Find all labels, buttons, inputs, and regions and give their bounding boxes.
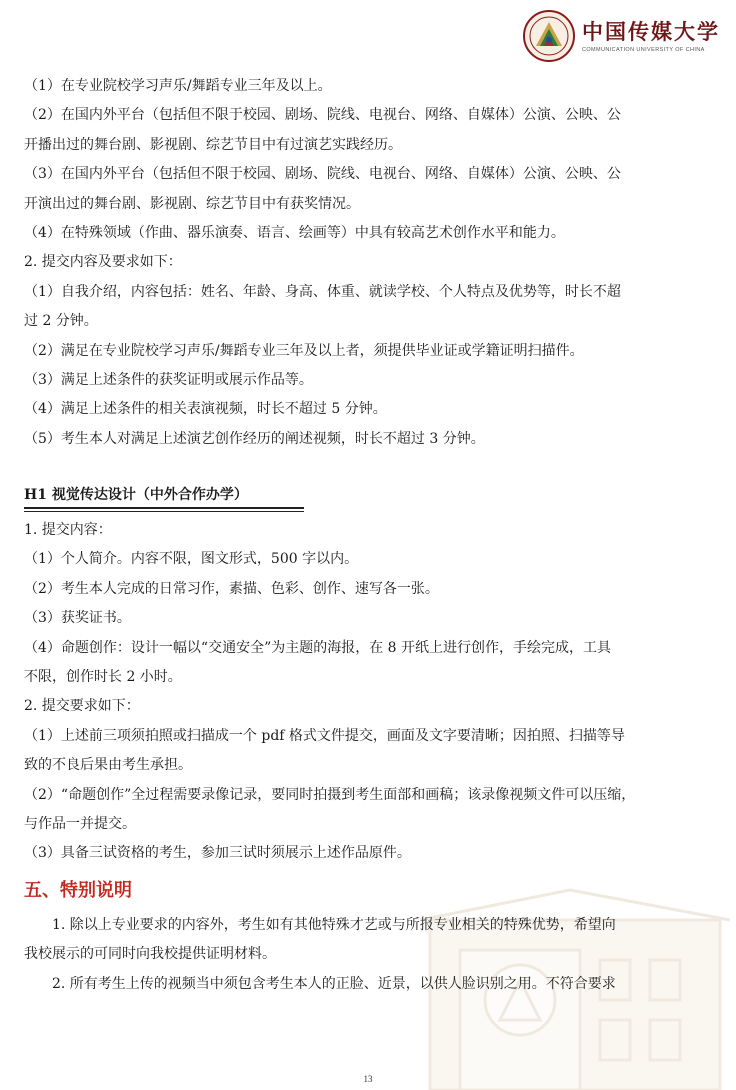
text-line: （2）在国内外平台（包括但不限于校园、剧场、院线、电视台、网络、自媒体）公演、公映、公 [24,107,621,124]
special-notes-section [24,871,712,999]
text-line: （3）满足上述条件的获奖证明或展示作品等。 [24,371,313,388]
performance-requirements-block [24,72,712,454]
text-line: 2. 提交要求如下： [24,698,140,715]
text-line: （2）满足在专业院校学习声乐/舞蹈专业三年及以上者，须提供毕业证或学籍证明扫描件。 [24,342,584,359]
text-line: （1）在专业院校学习声乐/舞蹈专业三年及以上。 [24,78,332,94]
section-heading: H1 视觉传达设计（中外合作办学） [24,487,248,504]
h1-visual-communication-section [24,483,712,869]
text-line: （2）考生本人完成的日常习作，素描、色彩、创作、速写各一张。 [24,580,439,597]
page-body [24,72,712,999]
text-line: 致的不良后果由考生承担。 [24,757,192,774]
text-line: 开演出过的舞台剧、影视剧、综艺节目中有获奖情况。 [24,195,360,212]
text-line: 与作品一并提交。 [24,815,136,832]
text-line: （2）“命题创作”全过程需要录像记录，要同时拍摄到考生面部和画稿；该录像视频文件可以压缩， [24,786,636,803]
text-line: （3）具备三试资格的考生，参加三试时须展示上述作品原件。 [24,845,411,862]
text-line: （4）命题创作：设计一幅以“交通安全”为主题的海报，在 8 开纸上进行创作，手绘完成，工具 [24,639,612,656]
section-title: 五、特别说明 [24,879,132,901]
text-line: 1. 除以上专业要求的内容外，考生如有其他特殊才艺或与所报专业相关的特殊优势，希望向 [52,916,616,933]
text-line: 我校展示的可同时向我校提供证明材料。 [24,946,276,963]
text-line: 2. 所有考生上传的视频当中须包含考生本人的正脸、近景，以供人脸识别之用。不符合要求 [52,975,616,992]
text-line: （1）个人简介。内容不限，图文形式，500 字以内。 [24,551,359,568]
text-line: 开播出过的舞台剧、影视剧、综艺节目中有过演艺实践经历。 [24,136,402,153]
text-line: （3）在国内外平台（包括但不限于校园、剧场、院线、电视台、网络、自媒体）公演、公映、公 [24,166,621,183]
text-line: （5）考生本人对满足上述演艺创作经历的阐述视频，时长不超过 3 分钟。 [24,430,485,447]
logo-english-name: COMMUNICATION UNIVERSITY OF CHINA [582,46,705,53]
text-line: （1）上述前三项须拍照或扫描成一个 pdf 格式文件提交，画面及文字要清晰；因拍照、扫描等导 [24,727,625,744]
text-line: 1. 提交内容： [24,522,112,539]
university-logo [522,8,722,64]
text-line: 不限，创作时长 2 小时。 [24,669,182,686]
text-line: （4）满足上述条件的相关表演视频，时长不超过 5 分钟。 [24,401,387,418]
text-line: （4）在特殊领域（作曲、器乐演奏、语言、绘画等）中具有较高艺术创作水平和能力。 [24,224,565,241]
page-number: 13 [363,1074,373,1084]
text-line: （1）自我介绍，内容包括：姓名、年龄、身高、体重、就读学校、个人特点及优势等，时长不超 [24,283,621,300]
text-line: （3）获奖证书。 [24,610,131,627]
text-line: 过 2 分钟。 [24,313,98,330]
heading-underline [24,507,304,512]
text-line: 2. 提交内容及要求如下： [24,254,182,271]
logo-chinese-name: 中国传媒大学 [582,18,720,44]
university-emblem-icon [522,9,576,63]
